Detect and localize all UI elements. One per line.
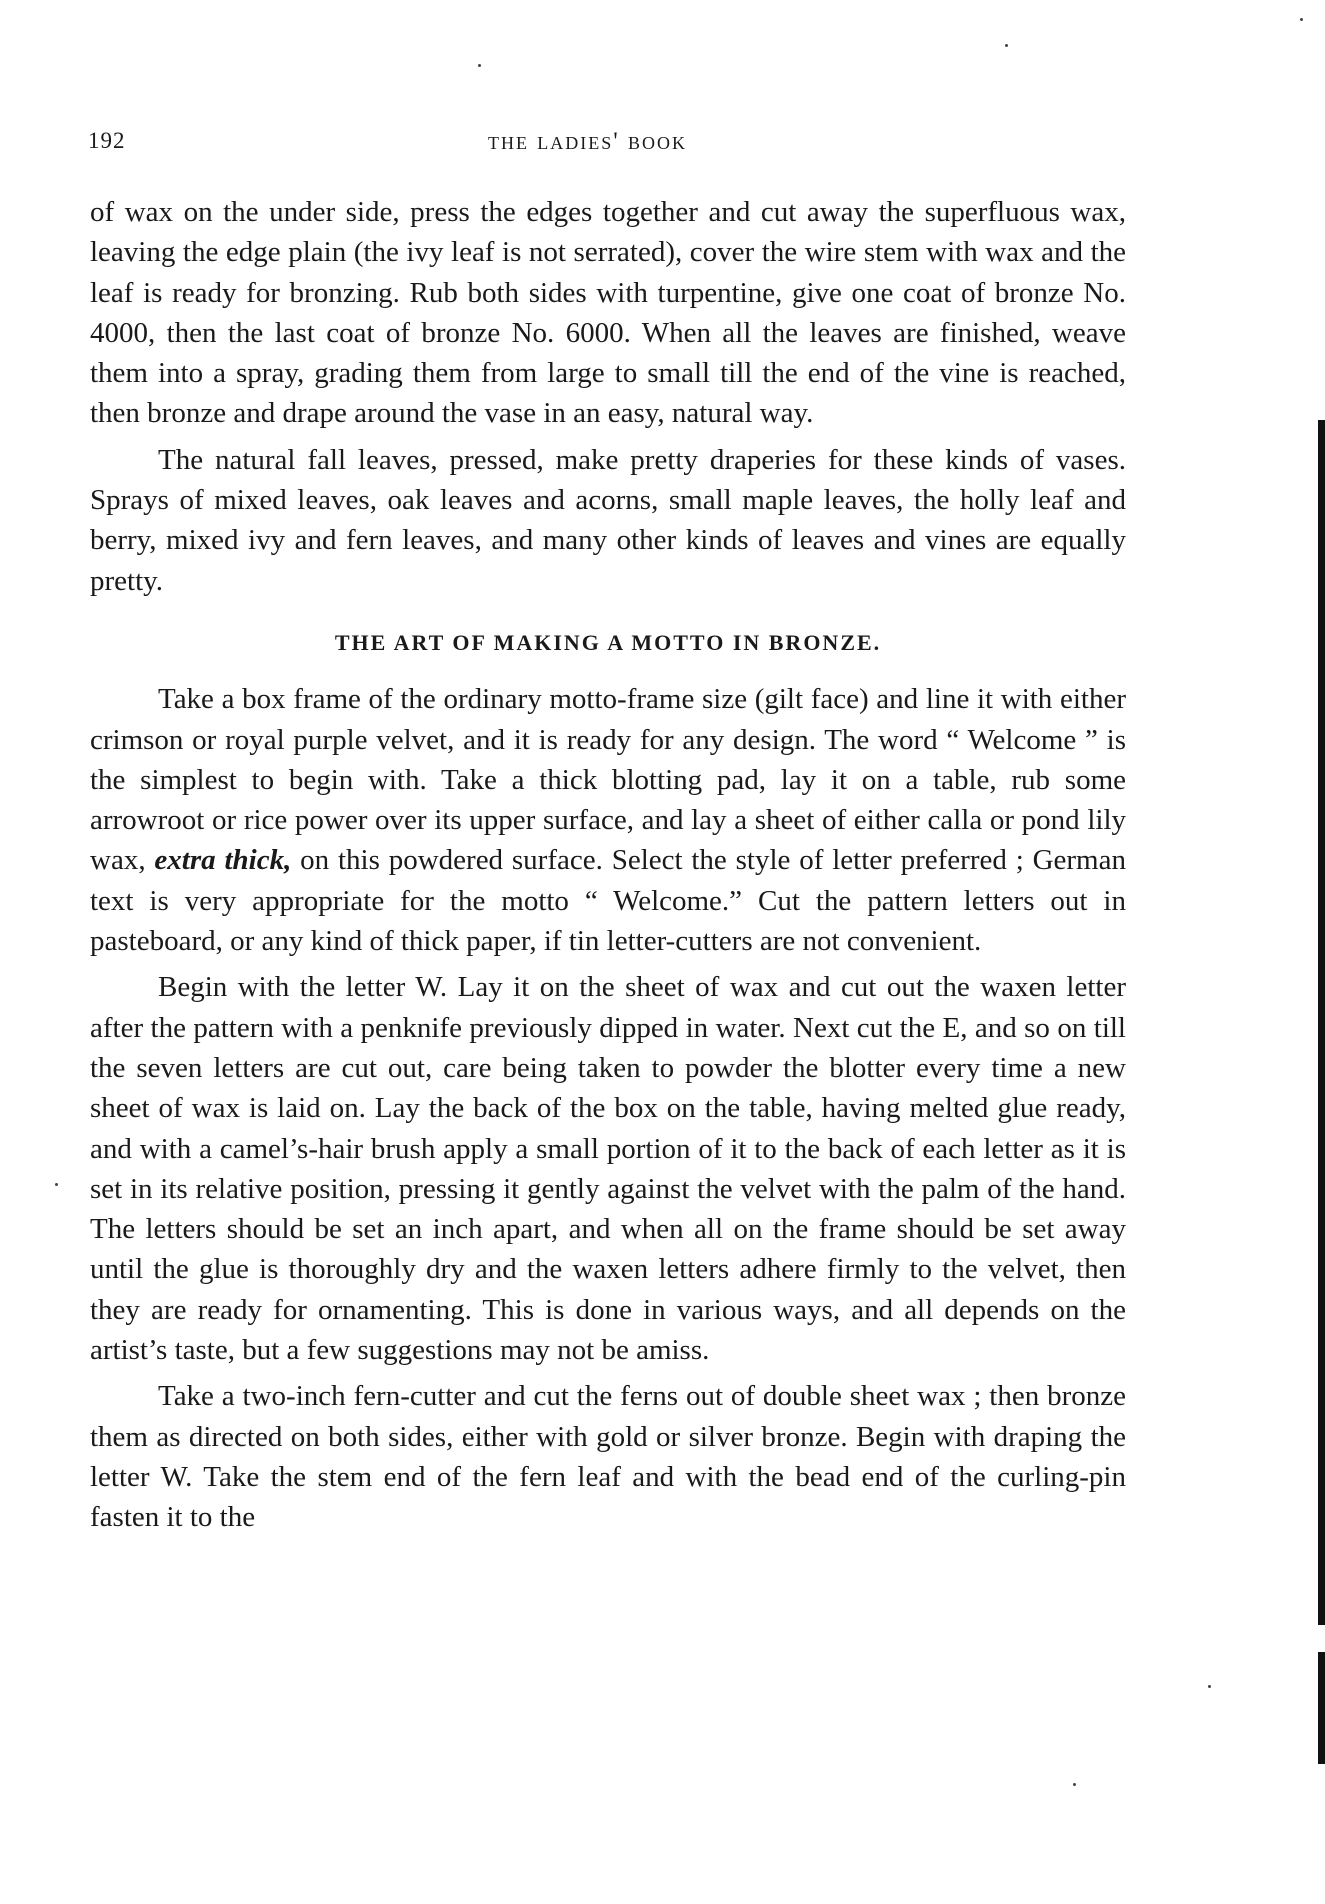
section-heading: THE ART OF MAKING A MOTTO IN BRONZE. — [334, 629, 882, 655]
scan-speck — [478, 64, 481, 67]
scan-edge-shadow — [1318, 420, 1325, 1625]
scan-edge-shadow-lower — [1318, 1652, 1325, 1764]
scan-speck — [1300, 18, 1303, 21]
scan-speck — [1208, 1685, 1211, 1688]
page-number: 192 — [88, 128, 126, 153]
scan-speck — [1005, 44, 1008, 47]
scan-speck — [55, 1183, 58, 1186]
paragraph-box-frame-end: on this powdered surface. Select the style of letter preferred ; German text is very appropriate for the motto “ Welcome.” Cut the pattern letters out in pasteboard, or any kind of thick paper, if tin letter-cutters are not convenient. — [90, 844, 1126, 958]
running-title: the ladies' book — [488, 128, 687, 155]
emphasis-extra-thick: extra thick, — [154, 844, 292, 877]
paragraph-letter-w: Begin with the letter W. Lay it on the sheet of wax and cut out the waxen letter after the pattern with a penknife previously dipped in water. Next cut the E, and so on till the seven letters are cut out, care being taken to powder the blotter every time a new sheet of wax is laid on. Lay the back of the box on the table, having melted glue ready, and with a camel’s-hair brush apply a small portion of it to the back of each letter as it is set in its relative position, pressing it gently against the velvet with the palm of the hand. The letters should be set an inch apart, and when all on the frame should be set away until the glue is thoroughly dry and the waxen letters adhere firmly to the velvet, then they are ready for ornamenting. This is done in various ways, and all depends on the artist’s taste, but a few suggestions may not be amiss. — [90, 971, 1126, 1367]
paragraph-fall-leaves: The natural fall leaves, pressed, make pretty draperies for these kinds of vases. Sprays of mixed leaves, oak leaves and acorns, small maple leaves, the holly leaf and berry, mixed ivy and fern leaves, and many other kinds of leaves and vines are equally pretty. — [90, 443, 1126, 597]
scan-speck — [1073, 1783, 1076, 1786]
paragraph-box-frame — [90, 679, 1126, 961]
paragraph-fern-cutter: Take a two-inch fern-cutter and cut the ferns out of double sheet wax ; then bronze them as directed on both sides, either with gold or silver bronze. Begin with draping the letter W. Take the stem end of the fern leaf and with the bead end of the curling-pin fasten it to the — [90, 1380, 1126, 1534]
paragraph-box-frame-start: Take a box frame of the ordinary motto-frame size (gilt face) and line it with either crimson or royal purple velvet, and it is ready for any design. The word “ Welcome ” is the simplest to begin with. Take a thick blotting pad, lay it on a table, rub some arrowroot or rice power over its upper surface, and lay a sheet of either calla or pond lily wax, — [90, 683, 1126, 877]
running-head — [88, 128, 1128, 160]
body-text — [90, 192, 1126, 1544]
paragraph-continuation: of wax on the under side, press the edges together and cut away the superfluous wax, leaving the edge plain (the ivy leaf is not serrated), cover the wire stem with wax and the leaf is ready for bronzing. Rub both sides with turpentine, give one coat of bronze No. 4000, then the last coat of bronze No. 6000. When all the leaves are finished, weave them into a spray, grading them from large to small till the end of the vine is reached, then bronze and drape around the vase in an easy, natural way. — [90, 196, 1126, 430]
